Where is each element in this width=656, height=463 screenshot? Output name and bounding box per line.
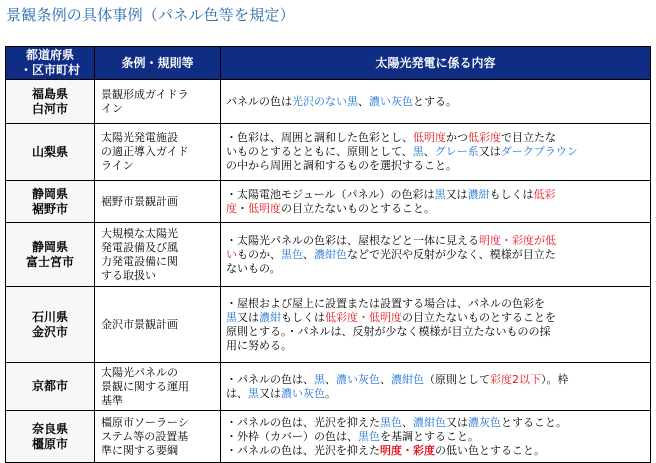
- content-line: [226, 145, 646, 159]
- header-ordinance: 条例・規則等: [95, 47, 221, 80]
- content-line: [226, 188, 646, 202]
- content-text: ・: [237, 201, 248, 215]
- highlight-text: 濃紺色: [391, 372, 424, 386]
- content-text: もしくは: [281, 310, 325, 324]
- table-row: [6, 181, 651, 223]
- highlight-text: 明度・彩度が低: [479, 233, 556, 247]
- table-row: [6, 363, 651, 411]
- content-line: [226, 262, 646, 276]
- table-header-row: [6, 47, 651, 80]
- content-line: [226, 131, 646, 145]
- content-text: とする。: [413, 94, 457, 108]
- content-line: [226, 202, 646, 216]
- content-text: の目立たないものとすること。: [281, 201, 435, 215]
- highlight-text: 黒色: [380, 415, 402, 429]
- highlight-text: 濃紺: [259, 310, 281, 324]
- content-text: 、: [380, 372, 391, 386]
- highlight-text: 黒色: [281, 247, 303, 261]
- header-content: 太陽光発電に係る内容: [221, 47, 651, 80]
- content-line: [226, 234, 646, 248]
- content-text: ・色彩は、周囲と調和した色彩とし、: [226, 131, 413, 144]
- content-text: 、: [325, 372, 336, 386]
- content-cell: [221, 80, 651, 124]
- content-text: 、: [402, 415, 413, 429]
- ordinance-cell: 裾野市景観計画: [95, 181, 221, 223]
- content-line: [226, 339, 646, 353]
- prefecture-cell: 静岡県 富士宮市: [6, 223, 95, 287]
- ordinance-cell: 大規模な太陽光 発電設備及び風 力発電設備に関 する取扱い: [95, 223, 221, 287]
- highlight-text: ダークブラウン: [500, 145, 578, 158]
- content-text: ものか、: [237, 247, 281, 261]
- highlight-text: 度: [226, 201, 237, 215]
- content-text: 用に努める。: [226, 338, 292, 352]
- content-line: [226, 248, 646, 262]
- prefecture-cell: 奈良県 橿原市: [6, 411, 95, 463]
- ordinance-cell: 橿原市ソーラーシ ステム等の設置基 準に関する要綱: [95, 411, 221, 463]
- highlight-text: 濃灰色: [468, 415, 501, 429]
- table-row: [6, 411, 651, 463]
- content-text: いものとするとともに、原則として、: [226, 145, 413, 158]
- content-cell: [221, 181, 651, 223]
- content-text: （原則として: [424, 372, 490, 386]
- highlight-text: 黒: [226, 310, 237, 324]
- content-text: ・外枠（カバー）の色は、: [226, 429, 358, 443]
- highlight-text: 彩度2以下: [490, 372, 541, 386]
- content-text: 又は: [237, 310, 259, 324]
- prefecture-cell: 石川県 金沢市: [6, 287, 95, 363]
- content-cell: [221, 363, 651, 411]
- table-row: [6, 287, 651, 363]
- content-line: [226, 95, 646, 109]
- table-row: [6, 80, 651, 124]
- highlight-text: 黒: [434, 187, 446, 201]
- content-text: の目立たないものとすることを: [402, 310, 556, 324]
- content-text: は、: [226, 386, 248, 400]
- highlight-text: 低彩: [533, 187, 556, 201]
- content-cell: [221, 124, 651, 181]
- content-text: 又は: [478, 145, 501, 158]
- highlight-text: 濃い灰色: [336, 372, 380, 386]
- content-text: の中から周囲と調和するものを選択すること。: [226, 159, 457, 172]
- content-text: 又は: [445, 187, 468, 201]
- content-text: 、: [358, 94, 369, 108]
- content-text: 原則とする。・パネルは、反射が少なく模様が目立たないものの採: [226, 324, 551, 338]
- content-text: 又は: [446, 415, 468, 429]
- content-text: 、: [303, 247, 314, 261]
- content-line: [226, 387, 646, 401]
- prefecture-cell: 静岡県 裾野市: [6, 181, 95, 223]
- content-text: ・パネルの色は、光沢を抑えた: [226, 415, 380, 429]
- highlight-text: 濃紺色: [314, 247, 347, 261]
- page-title: 景観条例の具体事例（パネル色等を規定）: [6, 6, 295, 24]
- content-line: [226, 430, 646, 444]
- content-line: [226, 416, 646, 430]
- highlight-text: 黒色: [358, 429, 380, 443]
- content-line: [226, 159, 646, 173]
- prefecture-cell: 京都市: [6, 363, 95, 411]
- highlight-text: 明度・彩度: [380, 443, 435, 457]
- highlight-text: 黒: [412, 145, 424, 158]
- content-text: ・太陽光パネルの色彩は、屋根などと一体に見える: [226, 233, 479, 247]
- content-text: ・パネルの色は、光沢を抑えた: [226, 443, 380, 457]
- content-cell: [221, 287, 651, 363]
- content-text: 、: [423, 145, 435, 158]
- ordinance-cell: 太陽光発電施設 の適正導入ガイド ライン: [95, 124, 221, 181]
- content-line: [226, 373, 646, 387]
- highlight-text: い: [226, 247, 237, 261]
- highlight-text: 濃い灰色: [369, 94, 413, 108]
- table-row: [6, 223, 651, 287]
- content-cell: [221, 411, 651, 463]
- ordinance-cell: 景観形成ガイドラ イン: [95, 80, 221, 124]
- content-text: などで光沢や反射が少なく、模様が目立た: [347, 247, 556, 261]
- content-text: かつ: [446, 131, 468, 144]
- content-line: [226, 444, 646, 458]
- highlight-text: 濃紺色: [413, 415, 446, 429]
- prefecture-cell: 福島県 白河市: [6, 80, 95, 124]
- highlight-text: 黒: [248, 386, 259, 400]
- content-line: [226, 297, 646, 311]
- content-text: もしくは: [489, 187, 534, 201]
- ordinance-table: [5, 46, 651, 463]
- content-text: を基調とすること。: [380, 429, 479, 443]
- highlight-text: 低明度: [248, 201, 281, 215]
- content-text: とすること。: [501, 415, 567, 429]
- highlight-text: 低明度: [413, 131, 446, 144]
- highlight-text: 濃い灰色: [281, 386, 325, 400]
- table-row: [6, 124, 651, 181]
- highlight-text: 低彩度: [468, 131, 501, 144]
- content-text: 。: [325, 386, 336, 400]
- content-text: パネルの色は: [226, 94, 292, 108]
- content-text: ）。枠: [541, 372, 569, 386]
- content-text: の低い色とすること。: [435, 443, 545, 457]
- prefecture-cell: 山梨県: [6, 124, 95, 181]
- highlight-text: グレー系: [434, 145, 479, 158]
- content-cell: [221, 223, 651, 287]
- ordinance-cell: 太陽光パネルの 景観に関する運用 基準: [95, 363, 221, 411]
- content-text: で目立たな: [501, 131, 556, 144]
- content-text: 又は: [259, 386, 281, 400]
- content-line: [226, 311, 646, 325]
- content-line: [226, 325, 646, 339]
- highlight-text: 黒: [314, 372, 325, 386]
- header-prefecture: 都道府県 ・区市町村: [6, 47, 95, 80]
- content-text: ないもの。: [226, 261, 281, 275]
- ordinance-cell: 金沢市景観計画: [95, 287, 221, 363]
- highlight-text: 光沢のない黒: [292, 94, 358, 108]
- content-text: ・パネルの色は、: [226, 372, 314, 386]
- content-text: ・屋根および屋上に設置または設置する場合は、パネルの色彩を: [226, 296, 545, 310]
- highlight-text: 濃紺: [467, 187, 490, 201]
- content-text: ・太陽電池モジュール（パネル）の色彩は: [226, 187, 435, 201]
- highlight-text: 低彩度・低明度: [325, 310, 402, 324]
